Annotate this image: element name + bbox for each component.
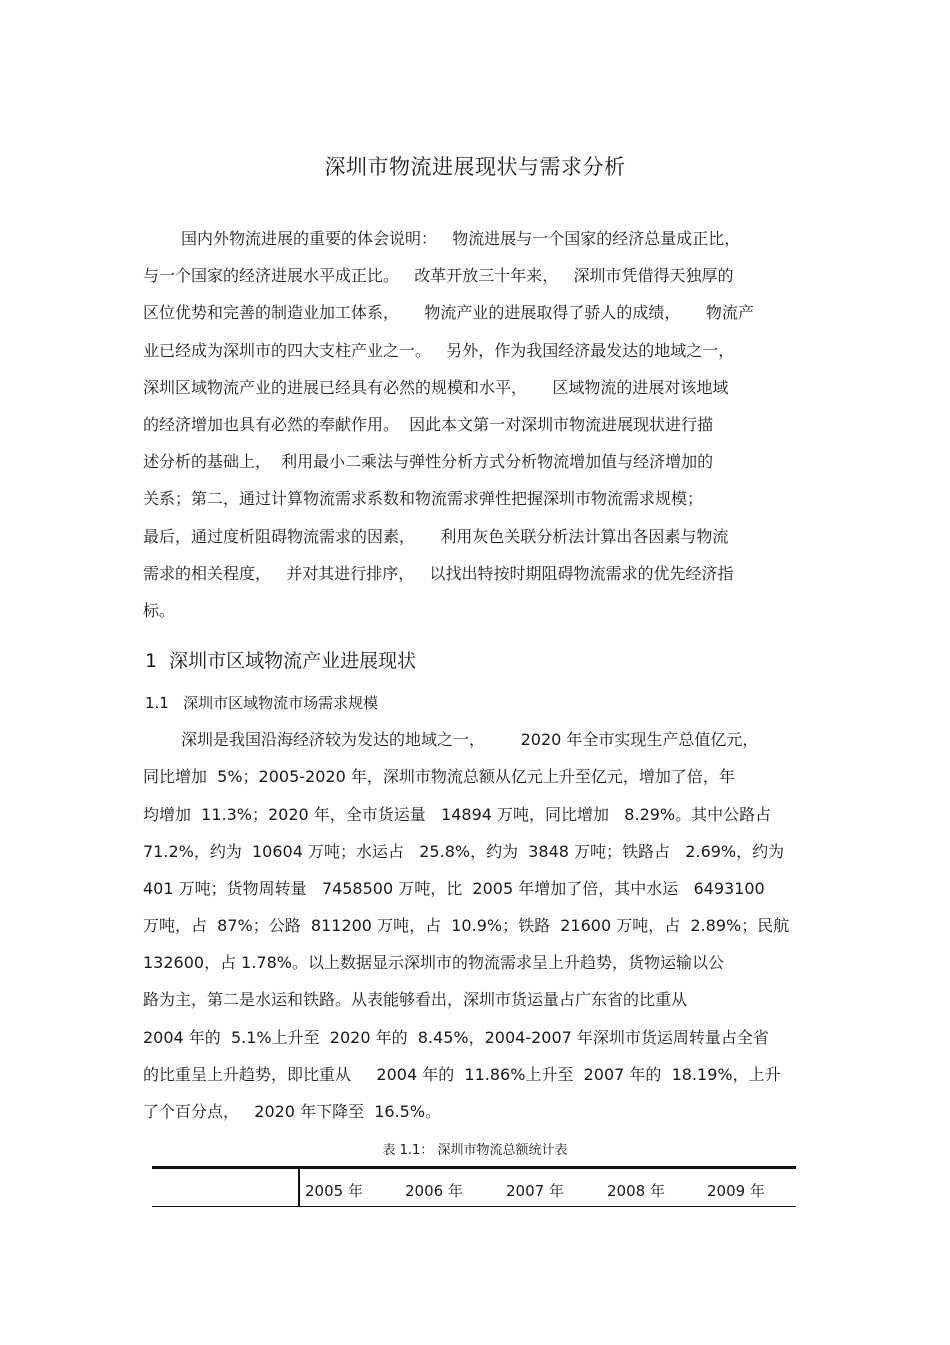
- body-line-10: 的比重呈上升趋势，即比重从 2004 年的 11.86%上升至 2007 年的 18.19%，上升: [143, 1065, 781, 1084]
- table-header-2008: 2008 年: [607, 1182, 665, 1200]
- intro-line-10: 需求的相关程度， 并对其进行排序， 以找出特按时期阻碍物流需求的优先经济指: [143, 564, 734, 583]
- table-header-2009: 2009 年: [707, 1182, 765, 1200]
- intro-line-2: 与一个国家的经济进展水平成正比。 改革开放三十年来， 深圳市凭借得天独厚的: [143, 266, 734, 285]
- table-header-2005: 2005 年: [305, 1182, 363, 1200]
- table-header-rule: [152, 1206, 796, 1207]
- section-heading-1-1: 1.1 深圳市区域物流市场需求规模: [145, 694, 379, 712]
- intro-line-1: 国内外物流进展的重要的体会说明： 物流进展与一个国家的经济总量成正比，: [181, 229, 741, 248]
- table-column-divider: [298, 1168, 300, 1206]
- section-heading-1: 1 深圳市区域物流产业进展现状: [145, 650, 417, 672]
- body-line-6: 万吨，占 87%；公路 811200 万吨，占 10.9%；铁路 21600 万吨，占 2.89%；民航: [143, 916, 790, 935]
- intro-line-5: 深圳区域物流产业的进展已经具有必然的规模和水平， 区域物流的进展对该地域: [143, 378, 729, 397]
- intro-line-3: 区位优势和完善的制造业加工体系， 物流产业的进展取得了骄人的成绩， 物流产: [143, 303, 754, 322]
- body-line-3: 均增加 11.3%；2020 年，全市货运量 14894 万吨，同比增加 8.29%。其中公路占: [143, 805, 772, 824]
- body-line-11: 了个百分点， 2020 年下降至 16.5%。: [143, 1102, 442, 1121]
- intro-line-8: 关系；第二，通过计算物流需求系数和物流需求弹性把握深圳市物流需求规模；: [143, 489, 704, 508]
- body-line-1: 深圳是我国沿海经济较为发达的地域之一， 2020 年全市实现生产总值亿元，: [181, 730, 759, 749]
- table-top-rule: [152, 1166, 796, 1169]
- body-line-9: 2004 年的 5.1%上升至 2020 年的 8.45%，2004-2007 年深圳市货运周转量占全省: [143, 1028, 769, 1047]
- table-header-2006: 2006 年: [405, 1182, 463, 1200]
- body-line-5: 401 万吨；货物周转量 7458500 万吨，比 2005 年增加了倍，其中水运 6493100: [143, 879, 765, 898]
- body-line-2: 同比增加 5%；2005-2020 年，深圳市物流总额从亿元上升至亿元，增加了倍，年: [143, 767, 735, 786]
- document-title: 深圳市物流进展现状与需求分析: [324, 155, 626, 179]
- body-line-4: 71.2%，约为 10604 万吨；水运占 25.8%，约为 3848 万吨；铁路占 2.69%，约为: [143, 842, 785, 861]
- intro-line-4: 业已经成为深圳市的四大支柱产业之一。 另外，作为我国经济最发达的地域之一，: [143, 341, 735, 360]
- body-line-8: 路为主，第二是水运和铁路。从表能够看出，深圳市货运量占广东省的比重从: [143, 990, 688, 1009]
- intro-line-6: 的经济增加也具有必然的奉献作用。 因此本文第一对深圳市物流进展现状进行描: [143, 415, 714, 434]
- body-line-7: 132600，占 1.78%。以上数据显示深圳市的物流需求呈上升趋势，货物运输以公: [143, 953, 724, 972]
- intro-line-11: 标。: [143, 601, 176, 620]
- intro-line-9: 最后，通过度析阻碍物流需求的因素， 利用灰色关联分析法计算出各因素与物流: [143, 527, 729, 546]
- table-caption: 表 1.1： 深圳市物流总额统计表: [382, 1143, 568, 1158]
- table-header-2007: 2007 年: [506, 1182, 564, 1200]
- intro-line-7: 述分析的基础上， 利用最小二乘法与弹性分析方式分析物流增加值与经济增加的: [143, 452, 714, 471]
